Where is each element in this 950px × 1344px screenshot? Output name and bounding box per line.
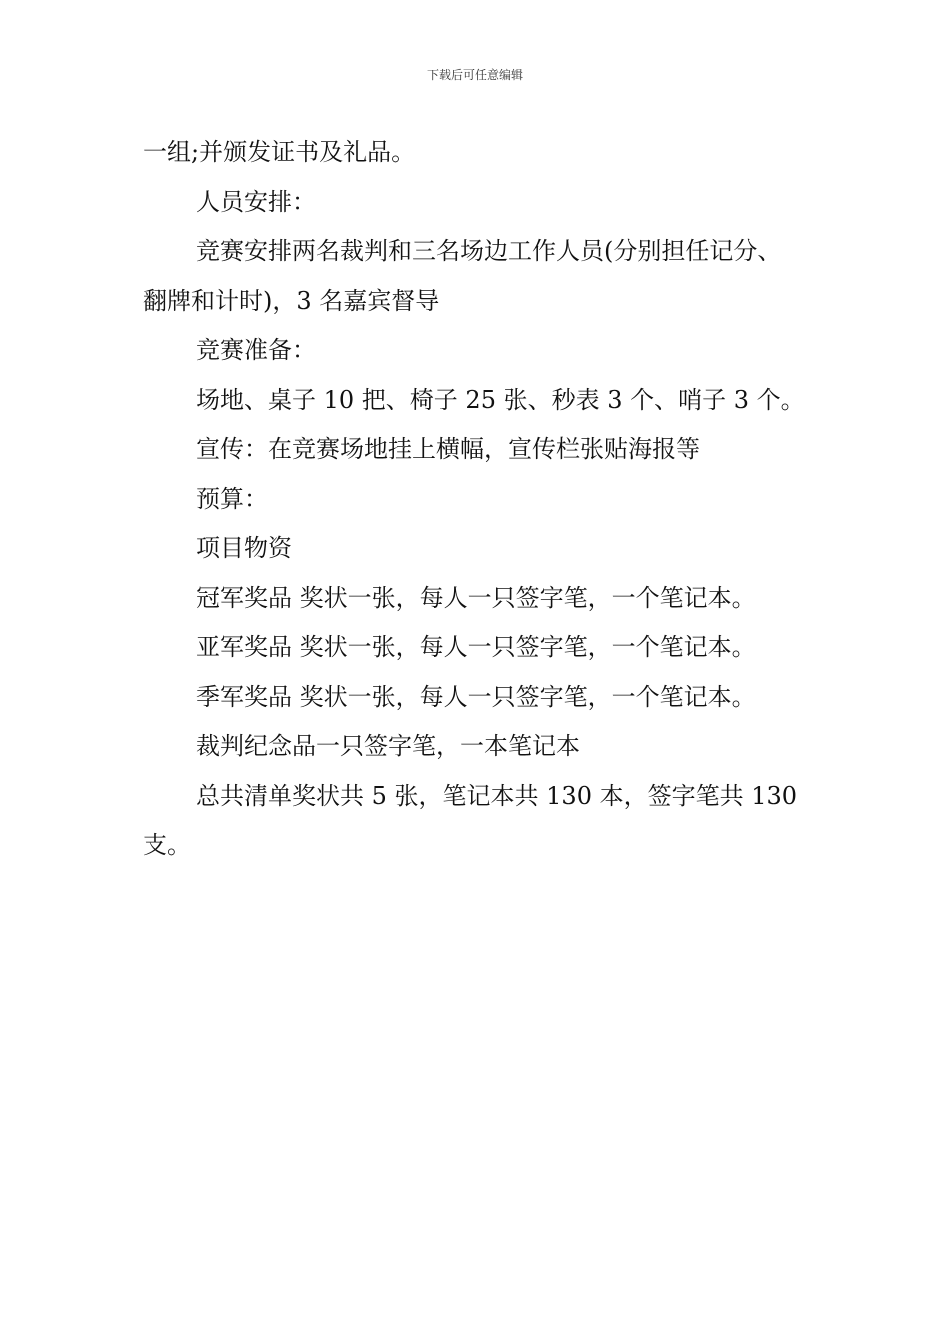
- paragraph-line: 竞赛安排两名裁判和三名场边工作人员(分别担任记分、: [196, 237, 782, 265]
- paragraph-line: 预算：: [196, 484, 268, 513]
- page-header: 下载后可任意编辑: [426, 68, 523, 82]
- document-body: [143, 128, 833, 871]
- paragraph-line: 项目物资: [196, 534, 292, 562]
- paragraph-line: 场地、桌子 10 把、椅子 25 张、秒表 3 个、哨子 3 个。: [196, 385, 805, 414]
- paragraph-line: 一组;并颁发证书及礼品。: [143, 138, 416, 166]
- paragraph-line: 翻牌和计时)，3 名嘉宾督导: [143, 286, 440, 315]
- paragraph-line: 竞赛准备：: [196, 336, 316, 364]
- paragraph-line: 冠军奖品 奖状一张，每人一只签字笔，一个笔记本。: [196, 583, 756, 612]
- paragraph-line: 亚军奖品 奖状一张，每人一只签字笔，一个笔记本。: [196, 633, 756, 661]
- paragraph-line: 裁判纪念品一只签字笔，一本笔记本: [196, 732, 580, 760]
- paragraph-line: 宣传：在竞赛场地挂上横幅，宣传栏张贴海报等: [196, 435, 700, 463]
- paragraph-line: 总共清单奖状共 5 张，笔记本共 130 本，签字笔共 130: [196, 781, 798, 810]
- paragraph-line: 季军奖品 奖状一张，每人一只签字笔，一个笔记本。: [196, 682, 756, 711]
- paragraph-line: 支。: [143, 831, 191, 859]
- paragraph-line: 人员安排：: [196, 187, 316, 216]
